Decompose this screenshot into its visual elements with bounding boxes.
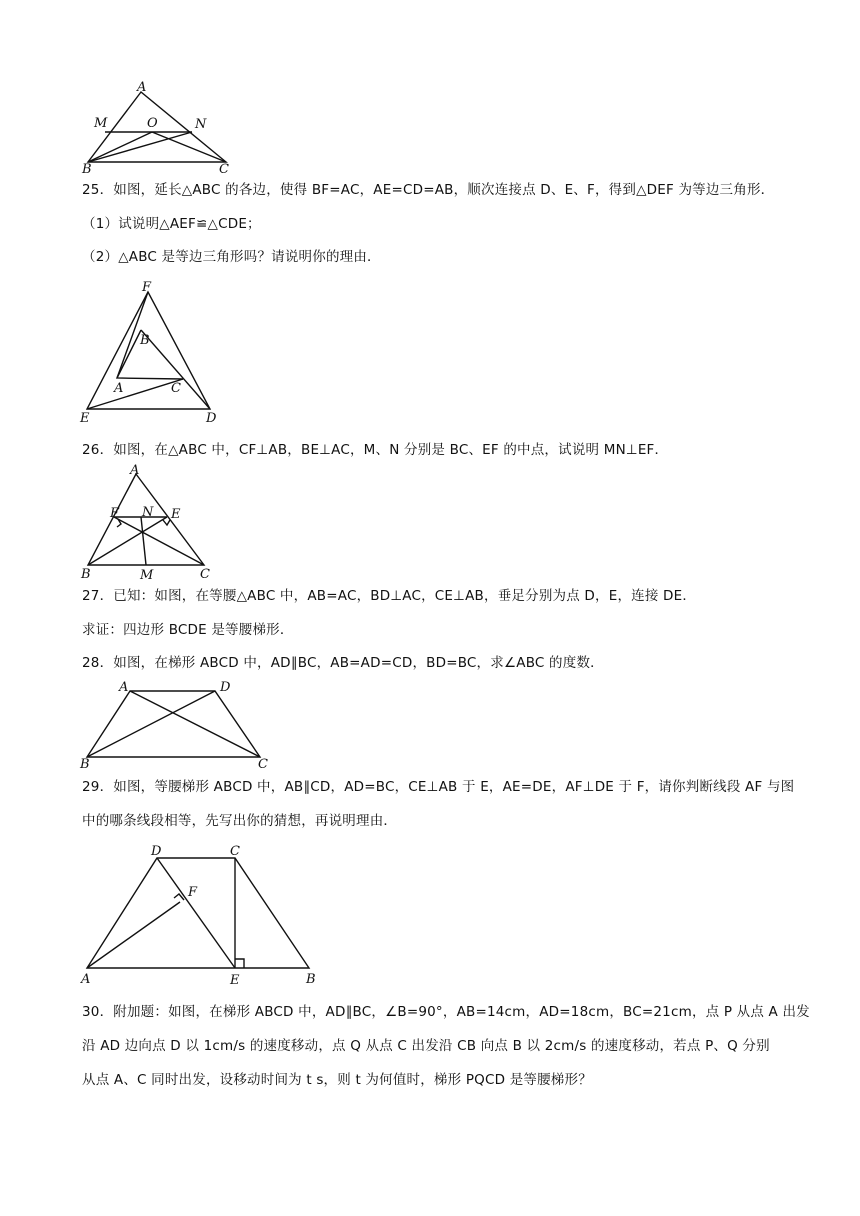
label-B: B: [140, 333, 150, 348]
figure-26: [78, 462, 218, 582]
label-N: N: [195, 117, 207, 132]
problem-30-line3: 从点 A、C 同时出发，设移动时间为 t s，则 t 为何值时，梯形 PQCD 是等腰梯形？: [82, 1072, 592, 1088]
problem-26: 26．如图，在△ABC 中，CF⊥AB，BE⊥AC，M、N 分别是 BC、EF 的中点，试说明 MN⊥EF．: [82, 442, 669, 458]
label-C: C: [171, 381, 181, 396]
label-A: A: [130, 463, 140, 478]
figure-29: [78, 838, 328, 988]
problem-25: 25．如图，延长△ABC 的各边，使得 BF=AC，AE=CD=AB，顺次连接点 D、E、F，得到△DEF 为等边三角形．: [82, 182, 775, 198]
problem-30-line2: 沿 AD 边向点 D 以 1cm/s 的速度移动，点 Q 从点 C 出发沿 CB 向点 B 以 2cm/s 的速度移动，若点 P、Q 分别: [82, 1038, 770, 1054]
label-A: A: [81, 972, 91, 987]
problem-29-line2: 中的哪条线段相等，先写出你的猜想，再说明理由．: [82, 813, 398, 829]
figure-28: [78, 678, 273, 773]
problem-30-line1: 30．附加题：如图，在梯形 ABCD 中，AD∥BC，∠B=90°，AB=14cm，AD=18cm，BC=21cm，点 P 从点 A 出发: [82, 1004, 810, 1020]
label-C: C: [219, 162, 229, 177]
label-D: D: [220, 680, 231, 695]
label-B: B: [80, 757, 90, 772]
problem-27: 27．已知：如图，在等腰△ABC 中，AB=AC，BD⊥AC，CE⊥AB，垂足分别为点 D，E，连接 DE．: [82, 588, 697, 604]
label-B: B: [81, 567, 91, 582]
label-O: O: [147, 116, 158, 131]
problem-25-part2: （2）△ABC 是等边三角形吗？请说明你的理由．: [82, 249, 381, 265]
figure-25: [78, 282, 228, 427]
label-E: E: [230, 973, 240, 988]
label-M: M: [94, 116, 108, 131]
label-C: C: [200, 567, 210, 582]
label-F: F: [110, 506, 120, 521]
problem-25-part1: （1）试说明△AEF≌△CDE；: [82, 216, 261, 232]
label-F: F: [188, 885, 198, 900]
problem-27-prove: 求证：四边形 BCDE 是等腰梯形．: [82, 622, 294, 638]
label-M: M: [140, 568, 154, 583]
label-A: A: [137, 80, 147, 95]
label-C: C: [230, 844, 240, 859]
label-C: C: [258, 757, 268, 772]
label-F: F: [142, 280, 152, 295]
problem-29-line1: 29．如图，等腰梯形 ABCD 中，AB∥CD，AD=BC，CE⊥AB 于 E，AE=DE，AF⊥DE 于 F，请你判断线段 AF 与图: [82, 779, 795, 795]
figure-triangle-mon: [78, 80, 238, 175]
label-N: N: [142, 505, 154, 520]
label-E: E: [80, 411, 90, 426]
label-E: E: [171, 507, 181, 522]
label-D: D: [206, 411, 217, 426]
label-B: B: [306, 972, 316, 987]
problem-28: 28．如图，在梯形 ABCD 中，AD∥BC，AB=AD=CD，BD=BC，求∠ABC 的度数．: [82, 655, 604, 671]
label-B: B: [82, 162, 92, 177]
label-D: D: [151, 844, 162, 859]
label-A: A: [114, 381, 124, 396]
label-A: A: [119, 680, 129, 695]
